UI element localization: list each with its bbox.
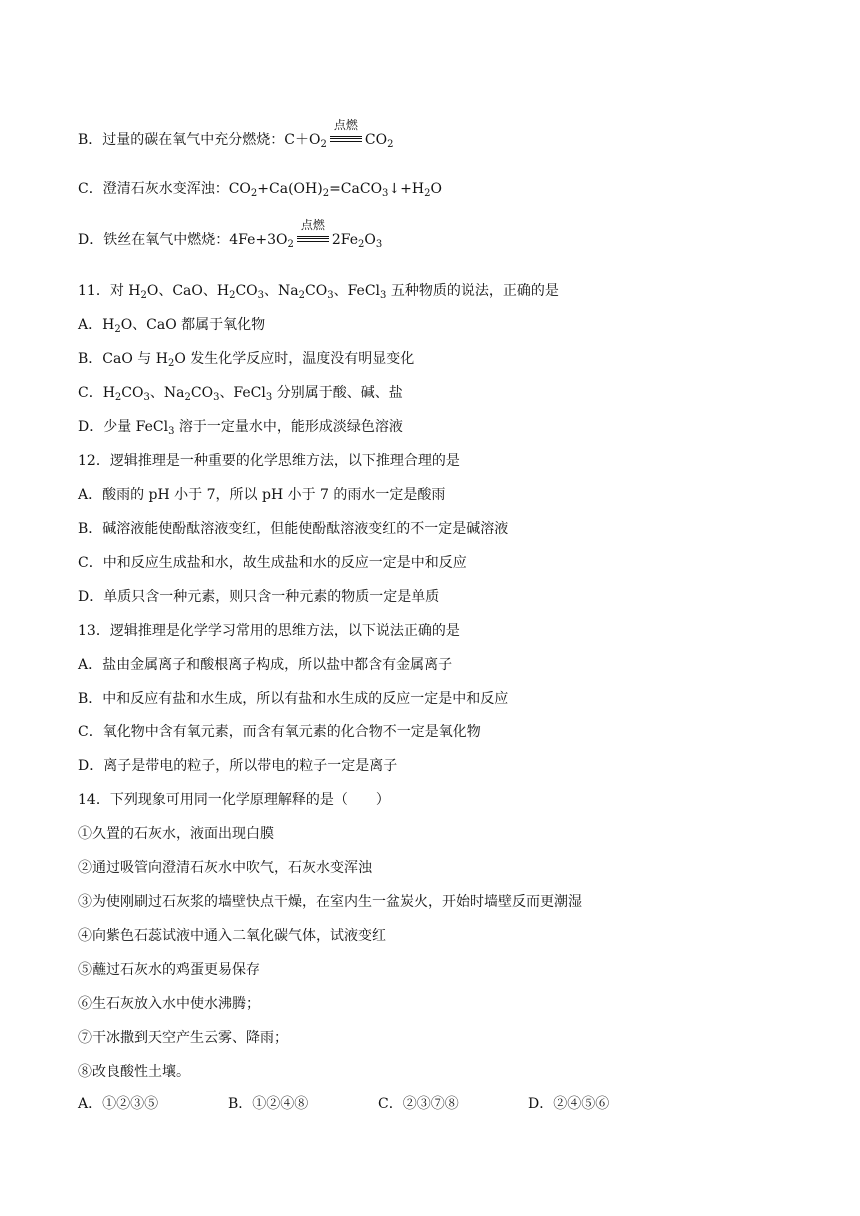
subscript: 2 [287, 239, 294, 250]
q11-stem [78, 281, 559, 301]
q14-option-b: B．①②④⑧ [228, 1096, 309, 1112]
text: 五种物质的说法，正确的是 [386, 283, 559, 299]
q14-item: ⑧改良酸性土壤。 [78, 1064, 190, 1080]
text: +Ca(OH) [257, 181, 323, 197]
q14-option-d: D．②④⑤⑥ [528, 1096, 610, 1112]
q13-option-c: C．氧化物中含有氧元素，而含有氧元素的化合物不一定是氧化物 [78, 724, 481, 740]
text: C．H [78, 385, 115, 401]
subscript: 2 [358, 239, 365, 250]
q14-item: ③为使刚刷过石灰浆的墙壁快点干燥，在室内生一盆炭火，开始时墙壁反而更潮湿 [78, 894, 582, 910]
subscript: 2 [167, 358, 175, 369]
q10-option-b [78, 118, 394, 150]
q14-option-c: C．②③⑦⑧ [378, 1096, 459, 1112]
text: C．澄清石灰水变浑浊：CO [78, 181, 251, 197]
product: 2Fe [331, 232, 358, 248]
subscript: 2 [229, 290, 236, 301]
subscript: 2 [298, 290, 306, 301]
text: 溶于一定量水中，能形成淡绿色溶液 [174, 419, 403, 435]
text: O [364, 232, 376, 248]
q12-option-c: C．中和反应生成盐和水，故生成盐和水的反应一定是中和反应 [78, 555, 467, 571]
text: CO [305, 283, 328, 299]
q14-option-a: A．①②③⑤ [78, 1096, 159, 1112]
text: CO [121, 385, 144, 401]
q14-item: ②通过吸管向澄清石灰水中吹气，石灰水变浑浊 [78, 860, 372, 876]
q14-item: ⑤蘸过石灰水的鸡蛋更易保存 [78, 962, 260, 978]
reaction-condition [328, 118, 364, 150]
condition-label: 点燃 [300, 218, 325, 232]
equal-sign [297, 236, 329, 242]
equal-sign [330, 136, 362, 142]
subscript: 2 [322, 188, 330, 199]
text: 、FeCl [333, 283, 381, 299]
q13-option-d: D．离子是带电的粒子，所以带电的粒子一定是离子 [78, 758, 398, 774]
text: ↓+H [388, 181, 425, 197]
text: 11．对 H [78, 283, 141, 299]
text: D．铁丝在氧气中燃烧：4Fe+3O [78, 232, 288, 248]
subscript: 2 [387, 139, 394, 150]
text: 分别属于酸、碱、盐 [272, 385, 403, 401]
text: CO [235, 283, 258, 299]
subscript: 2 [114, 392, 122, 403]
q11-option-a [78, 315, 265, 335]
q12-stem: 12．逻辑推理是一种重要的化学思维方法，以下推理合理的是 [78, 453, 460, 469]
q14-item: ⑦干冰撒到天空产生云雾、降雨； [78, 1030, 288, 1046]
q10-option-c [78, 179, 442, 199]
q14-stem: 14．下列现象可用同一化学原理解释的是（ ） [78, 792, 390, 808]
q12-option-a: A．酸雨的 pH 小于 7，所以 pH 小于 7 的雨水一定是酸雨 [78, 487, 446, 503]
text: =CaCO [329, 181, 383, 197]
subscript: 3 [265, 392, 273, 403]
text: A．H [78, 317, 115, 333]
text: D．少量 FeCl [78, 419, 169, 435]
q14-item: ⑥生石灰放入水中使水沸腾； [78, 996, 260, 1012]
q11-option-d [78, 417, 403, 437]
text: O、CaO 都属于氧化物 [120, 317, 266, 333]
subscript: 2 [424, 188, 431, 199]
text: 、FeCl [219, 385, 266, 401]
subscript: 3 [375, 239, 383, 250]
q14-item: ①久置的石灰水，液面出现白膜 [78, 826, 274, 842]
text: CO [190, 385, 214, 401]
subscript: 2 [140, 290, 147, 301]
q11-option-b [78, 349, 414, 369]
subscript: 2 [184, 392, 191, 403]
subscript: 3 [382, 188, 389, 199]
text: O、CaO、H [146, 283, 230, 299]
condition-label: 点燃 [333, 118, 358, 132]
q10-option-d [78, 218, 383, 250]
q14-item: ④向紫色石蕊试液中通入二氧化碳气体，试液变红 [78, 928, 386, 944]
subscript: 3 [168, 426, 175, 437]
text: 、Na [264, 283, 299, 299]
q12-option-d: D．单质只含一种元素，则只含一种元素的物质一定是单质 [78, 589, 440, 605]
q13-stem: 13．逻辑推理是化学学习常用的思维方法，以下说法正确的是 [78, 623, 460, 639]
product: CO [364, 132, 388, 148]
subscript: 2 [114, 324, 121, 335]
text: 、Na [149, 385, 185, 401]
subscript: 3 [143, 392, 150, 403]
subscript: 3 [257, 290, 265, 301]
text: B．CaO 与 H [78, 351, 168, 367]
text: O [430, 181, 442, 197]
q13-option-b: B．中和反应有盐和水生成，所以有盐和水生成的反应一定是中和反应 [78, 691, 509, 707]
q12-option-b: B．碱溶液能使酚酞溶液变红，但能使酚酞溶液变红的不一定是碱溶液 [78, 521, 509, 537]
subscript: 3 [327, 290, 334, 301]
q13-option-a: A．盐由金属离子和酸根离子构成，所以盐中都含有金属离子 [78, 657, 453, 673]
subscript: 2 [320, 139, 327, 150]
subscript: 3 [213, 392, 220, 403]
subscript: 2 [250, 188, 258, 199]
q11-option-c [78, 383, 403, 403]
text: O 发生化学反应时，温度没有明显变化 [174, 351, 415, 367]
subscript: 3 [380, 290, 387, 301]
q10-b-text: B．过量的碳在氧气中充分燃烧：C＋O [78, 132, 321, 148]
reaction-condition [295, 218, 331, 250]
